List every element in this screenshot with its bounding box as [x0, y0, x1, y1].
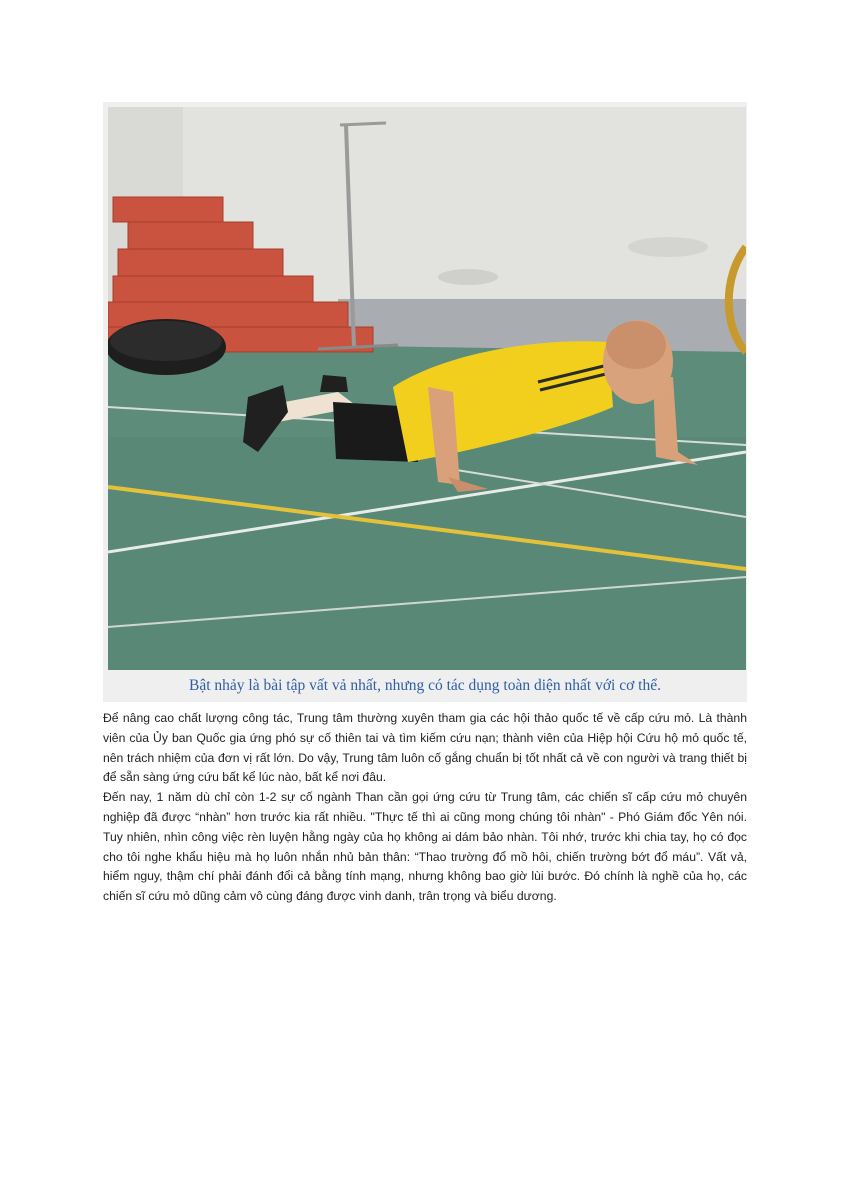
figure: [103, 102, 747, 702]
article-body: [103, 709, 747, 907]
figure-caption: Bật nhảy là bài tập vất vả nhất, nhưng có tác dụng toàn diện nhất với cơ thể.: [188, 677, 661, 694]
photo-man-doing-pushups: [108, 107, 746, 670]
paragraph: Để nâng cao chất lượng công tác, Trung tâm thường xuyên tham gia các hội thảo quốc tế về cấp cứu mỏ. Là thành viên của Ủy ban Quốc gia ứng phó sự cố thiên tai và tìm kiếm cứu nạn; thành viên của Hiệp hội Cứu hộ mỏ quốc tế, nên trách nhiệm của đơn vị rất lớn. Do vậy, Trung tâm luôn cố gắng chuẩn bị tốt nhất cả về con người và trang thiết bị để sẵn sàng ứng cứu bất kể lúc nào, bất kể nơi đâu.: [103, 711, 747, 785]
paragraph: Đến nay, 1 năm dù chỉ còn 1-2 sự cố ngành Than cần gọi ứng cứu từ Trung tâm, các chiến sĩ cấp cứu mỏ chuyên nghiệp đã được “nhàn” hơn trước kia rất nhiều. "Thực tế thì ai cũng mong chúng tôi nhàn" - Phó Giám đốc Yên nói. Tuy nhiên, nhìn công việc rèn luyện hằng ngày của họ không ai dám bảo nhàn. Tôi nhớ, trước khi chia tay, họ có đọc cho tôi nghe khẩu hiệu mà họ luôn nhắn nhủ bản thân: “Thao trường đổ mồ hôi, chiến trường bớt đổ máu”. Vất vả, hiểm nguy, thậm chí phải đánh đổi cả bằng tính mạng, nhưng không bao giờ lùi bước. Đó chính là nghề của họ, các chiến sĩ cứu mỏ dũng cảm vô cùng đáng được vinh danh, trân trọng và biểu dương.: [103, 790, 747, 904]
